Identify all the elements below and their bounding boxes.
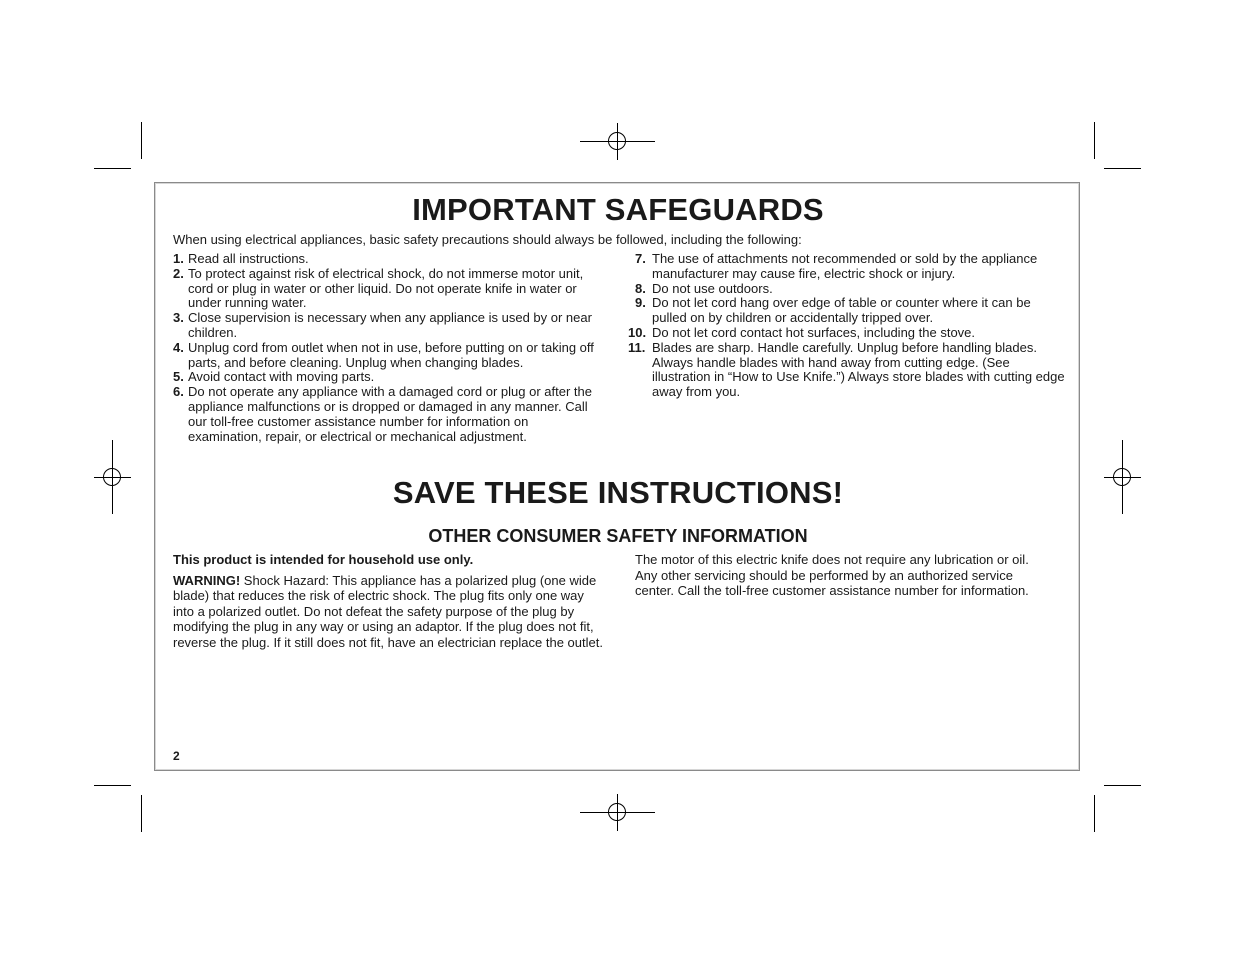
list-item: 7. The use of attachments not recommended or sold by the appliance manufacturer may cause fire, electric shock or injury. — [635, 251, 1038, 281]
list-item: 8. Do not use outdoors. — [635, 280, 773, 296]
page-title: IMPORTANT SAFEGUARDS — [412, 192, 824, 227]
page-number: 2 — [173, 749, 180, 763]
list-item: 4. Unplug cord from outlet when not in use, before putting on or taking off parts, and before cleaning. Unplug when changing blades. — [173, 339, 594, 370]
crop-mark — [94, 785, 131, 786]
intro-text: When using electrical appliances, basic safety precautions should always be followed, including the following: — [173, 232, 802, 247]
crop-mark — [141, 122, 142, 159]
safeguards-list-left — [173, 252, 598, 444]
list-item: 6. Do not operate any appliance with a damaged cord or plug or after the appliance malfunctions or is dropped or damaged in any manner. Call our toll-free customer assistance number for information on examination, repair, or electrical or mechanical adjustment. — [173, 384, 592, 444]
list-item: 11. Blades are sharp. Handle carefully. Unplug before handling blades. Always handle blades with hand away from cutting edge. (See illustration in “How to Use Knife.”) Always store blades with cutting edge away from you. — [628, 339, 1065, 400]
household-note: This product is intended for household use only. — [173, 552, 474, 567]
warning-paragraph — [173, 573, 605, 651]
crop-mark — [141, 795, 142, 832]
crop-mark — [1094, 795, 1095, 832]
safeguards-list-right — [628, 252, 1068, 400]
household-section — [173, 552, 605, 651]
other-safety-heading: OTHER CONSUMER SAFETY INFORMATION — [428, 526, 808, 546]
list-item: 10. Do not let cord contact hot surfaces, including the stove. — [628, 324, 976, 340]
warning-label: WARNING! — [173, 572, 241, 588]
list-item: 3. Close supervision is necessary when any appliance is used by or near children. — [173, 310, 592, 340]
crop-mark — [94, 168, 131, 169]
list-item: 2. To protect against risk of electrical shock, do not immerse motor unit, cord or plug in water or other liquid. Do not operate knife in water or under running water. — [173, 265, 584, 311]
crop-mark — [1104, 785, 1141, 786]
motor-paragraph: The motor of this electric knife does not require any lubrication or oil. Any other servicing should be performed by an authorized service center. Call the toll-free customer assistance number for information. — [635, 552, 1029, 599]
list-item: 9. Do not let cord hang over edge of table or counter where it can be pulled on by children or accidentally tripped over. — [635, 295, 1031, 326]
warning-text: Shock Hazard: This appliance has a polarized plug (one wide blade) that reduces the risk of electric shock. The plug fits only one way into a polarized outlet. Do not defeat the safety purpose of the plug by modifying the plug in any way or using an adaptor. If the plug does not fit, reverse the plug. If it still does not fit, have an electrician replace the outlet. — [173, 572, 603, 650]
crop-mark — [1094, 122, 1095, 159]
crop-mark — [1104, 168, 1141, 169]
page-frame — [154, 182, 1080, 771]
list-item: 5. Avoid contact with moving parts. — [173, 369, 375, 385]
save-instructions-heading: SAVE THESE INSTRUCTIONS! — [392, 475, 844, 510]
list-item: 1. Read all instructions. — [173, 251, 309, 266]
